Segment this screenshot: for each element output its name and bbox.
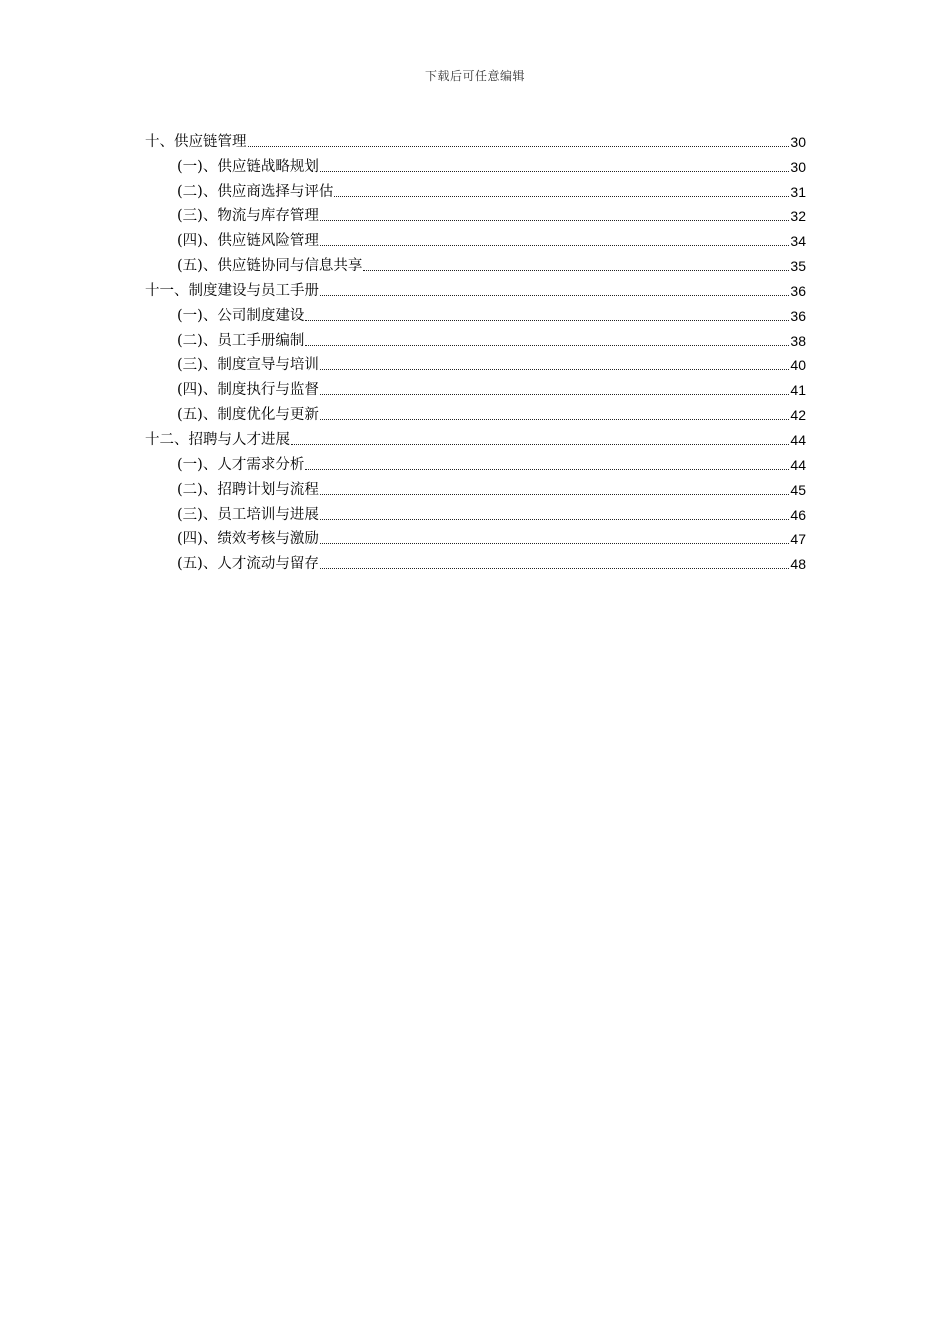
toc-dot-leader (320, 568, 790, 569)
toc-entry[interactable] (145, 300, 806, 325)
toc-entry-title: (二)、招聘计划与流程 (177, 481, 319, 498)
toc-entry[interactable] (145, 126, 806, 151)
toc-dot-leader (248, 146, 790, 147)
toc-entry-title: (三)、员工培训与进展 (177, 506, 319, 523)
toc-dot-leader (320, 295, 789, 296)
toc-dot-leader (305, 320, 789, 321)
toc-dot-leader (305, 345, 789, 346)
toc-dot-leader (363, 270, 789, 271)
page-header-note: 下载后可任意编辑 (424, 69, 525, 83)
toc-entry-title: (二)、供应商选择与评估 (177, 183, 334, 200)
toc-dot-leader (320, 543, 790, 544)
toc-entry-page: 36 (790, 307, 806, 324)
toc-entry-page: 41 (790, 382, 806, 399)
toc-entry[interactable] (145, 548, 806, 573)
toc-entry-title: (一)、人才需求分析 (177, 456, 305, 473)
toc-entry-title: (二)、员工手册编制 (177, 332, 305, 349)
toc-dot-leader (320, 494, 790, 495)
toc-dot-leader (320, 245, 790, 246)
toc-entry-page: 40 (790, 357, 806, 374)
toc-entry[interactable] (145, 474, 806, 499)
toc-entry[interactable] (145, 325, 806, 350)
toc-dot-leader (320, 171, 790, 172)
toc-entry-page: 47 (790, 531, 806, 548)
toc-dot-leader (320, 419, 790, 420)
toc-entry-title: (四)、供应链风险管理 (177, 233, 319, 250)
table-of-contents (145, 126, 806, 573)
toc-entry-page: 30 (790, 158, 806, 175)
toc-entry-title: (三)、物流与库存管理 (177, 208, 319, 225)
toc-entry[interactable] (145, 424, 806, 449)
toc-entry[interactable] (145, 524, 806, 549)
toc-entry[interactable] (145, 176, 806, 201)
toc-entry[interactable] (145, 374, 806, 399)
toc-dot-leader (320, 220, 790, 221)
toc-entry-page: 34 (790, 233, 806, 250)
toc-entry-title: 十一、制度建设与员工手册 (145, 282, 319, 299)
toc-entry[interactable] (145, 151, 806, 176)
toc-dot-leader (320, 519, 790, 520)
toc-entry-title: (五)、人才流动与留存 (177, 556, 319, 573)
toc-entry-title: (一)、公司制度建设 (177, 307, 305, 324)
toc-entry-page: 32 (790, 208, 806, 225)
toc-dot-leader (291, 444, 789, 445)
toc-entry-title: (四)、绩效考核与激励 (177, 531, 319, 548)
toc-entry-title: (四)、制度执行与监督 (177, 382, 319, 399)
toc-entry[interactable] (145, 350, 806, 375)
toc-dot-leader (334, 196, 789, 197)
toc-entry[interactable] (145, 449, 806, 474)
toc-entry-page: 42 (790, 407, 806, 424)
toc-entry[interactable] (145, 499, 806, 524)
toc-entry-title: (五)、供应链协同与信息共享 (177, 258, 363, 275)
toc-entry-page: 44 (790, 431, 806, 448)
toc-entry[interactable] (145, 399, 806, 424)
toc-entry-title: 十二、招聘与人才进展 (145, 431, 290, 448)
toc-entry-title: 十、供应链管理 (145, 133, 247, 150)
toc-entry[interactable] (145, 250, 806, 275)
toc-entry-page: 36 (790, 282, 806, 299)
toc-entry-title: (五)、制度优化与更新 (177, 407, 319, 424)
toc-entry[interactable] (145, 225, 806, 250)
toc-entry-page: 35 (790, 258, 806, 275)
toc-entry[interactable] (145, 201, 806, 226)
toc-entry-page: 31 (790, 183, 806, 200)
toc-entry-title: (一)、供应链战略规划 (177, 158, 319, 175)
toc-entry-page: 30 (790, 133, 806, 150)
toc-entry-page: 46 (790, 506, 806, 523)
toc-dot-leader (305, 469, 789, 470)
toc-entry-page: 44 (790, 456, 806, 473)
toc-entry-page: 38 (790, 332, 806, 349)
toc-entry-page: 45 (790, 481, 806, 498)
toc-entry-page: 48 (790, 556, 806, 573)
toc-entry-title: (三)、制度宣导与培训 (177, 357, 319, 374)
toc-entry[interactable] (145, 275, 806, 300)
toc-dot-leader (320, 394, 790, 395)
toc-dot-leader (320, 369, 790, 370)
